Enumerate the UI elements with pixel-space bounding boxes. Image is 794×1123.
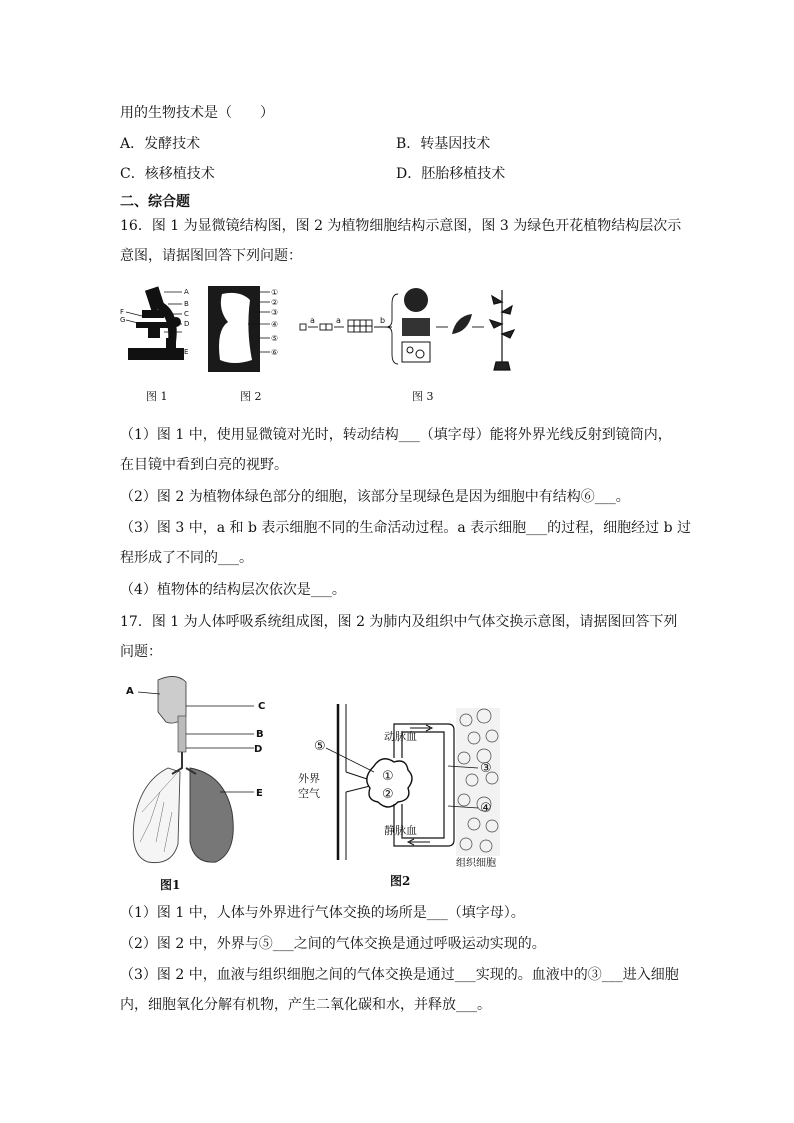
fig3-label-a1: a xyxy=(310,316,315,325)
q16-part2: （2）图 2 为植物体绿色部分的细胞，该部分呈现绿色是因为细胞中有结构⑥___。 xyxy=(120,489,630,505)
fig3-label-a2: a xyxy=(336,316,341,325)
gas-label-2: ② xyxy=(382,787,394,802)
q17-part2: （2）图 2 中，外界与⑤___之间的气体交换是通过呼吸运动实现的。 xyxy=(120,936,546,952)
q16-stem-line1: 16．图 1 为显微镜结构图，图 2 为植物细胞结构示意图，图 3 为绿色开花植物结构层次示 xyxy=(120,218,682,234)
fig1-label-d: D xyxy=(184,320,190,328)
artery-blood-label: 动脉血 xyxy=(384,730,417,743)
q17-stem-line2: 问题： xyxy=(120,644,162,660)
resp-label-b: B xyxy=(256,729,264,740)
q16-part3-line2: 程形成了不同的___。 xyxy=(120,550,253,566)
fig2-label-4: ④ xyxy=(271,320,279,329)
fig1-label-b: B xyxy=(184,300,189,308)
fig1-label-f: F xyxy=(120,308,125,316)
resp-fig1-caption: 图1 xyxy=(160,878,181,892)
plant-levels-figure xyxy=(296,282,526,378)
fig2-label-3: ③ xyxy=(271,308,279,317)
gas-exchange-figure xyxy=(298,700,508,870)
q17-part1: （1）图 1 中，人体与外界进行气体交换的场所是___（填字母）。 xyxy=(120,905,525,921)
resp-label-d: D xyxy=(254,744,263,755)
fig3-caption: 图 3 xyxy=(412,390,434,403)
fig1-label-c: C xyxy=(184,310,189,318)
respiratory-system-figure xyxy=(120,672,280,872)
q17-part3-line1: （3）图 2 中，血液与组织细胞之间的气体交换是通过___实现的。血液中的③___进入细胞 xyxy=(120,967,679,983)
q15-option-a: A．发酵技术 xyxy=(120,136,201,152)
resp-label-c: C xyxy=(258,701,266,712)
fig2-label-2: ② xyxy=(271,298,279,307)
plant-cell-figure xyxy=(204,282,286,378)
air-label: 空气 xyxy=(298,787,320,800)
gas-label-3: ③ xyxy=(480,761,492,776)
fig1-caption: 图 1 xyxy=(146,390,168,403)
q16-part1-line2: 在目镜中看到白亮的视野。 xyxy=(120,457,288,473)
q17-stem-line1: 17．图 1 为人体呼吸系统组成图，图 2 为肺内及组织中气体交换示意图，请据图回答下列 xyxy=(120,614,678,630)
q16-part3-line1: （3）图 3 中，a 和 b 表示细胞不同的生命活动过程。a 表示细胞___的过程，细胞经过 b 过 xyxy=(120,520,692,536)
tissue-cell-label: 组织细胞 xyxy=(456,858,496,869)
q16-stem-line2: 意图，请据图回答下列问题： xyxy=(120,248,302,264)
q15-option-c: C．核移植技术 xyxy=(120,166,215,182)
gas-fig2-caption: 图2 xyxy=(390,874,411,888)
q16-part4: （4）植物体的结构层次依次是___。 xyxy=(120,582,346,598)
resp-label-e: E xyxy=(256,788,263,799)
section-title: 二、综合题 xyxy=(120,194,190,210)
fig2-caption: 图 2 xyxy=(240,390,262,403)
fig1-label-g: G xyxy=(120,316,126,324)
outside-label: 外界 xyxy=(298,772,320,785)
fig1-label-a: A xyxy=(184,288,189,296)
fig2-label-1: ① xyxy=(271,288,279,297)
fig2-label-6: ⑥ xyxy=(271,348,279,357)
q15-option-b: B．转基因技术 xyxy=(396,136,491,152)
fig2-label-5: ⑤ xyxy=(271,334,279,343)
resp-label-a: A xyxy=(126,686,134,697)
gas-label-1: ① xyxy=(382,769,394,784)
q15-stem: 用的生物技术是（ ） xyxy=(120,105,274,121)
microscope-figure xyxy=(118,282,198,372)
q17-part3-line2: 内，细胞氧化分解有机物，产生二氧化碳和水，并释放___。 xyxy=(120,997,491,1013)
gas-label-4: ④ xyxy=(480,801,492,816)
q16-part1-line1: （1）图 1 中，使用显微镜对光时，转动结构___（填字母）能将外界光线反射到镜筒内， xyxy=(120,427,672,443)
q15-option-d: D．胚胎移植技术 xyxy=(396,166,506,182)
gas-label-5: ⑤ xyxy=(314,739,326,754)
vein-blood-label: 静脉血 xyxy=(384,824,417,837)
fig3-label-b: b xyxy=(380,316,386,325)
fig1-label-e: E xyxy=(184,348,189,356)
